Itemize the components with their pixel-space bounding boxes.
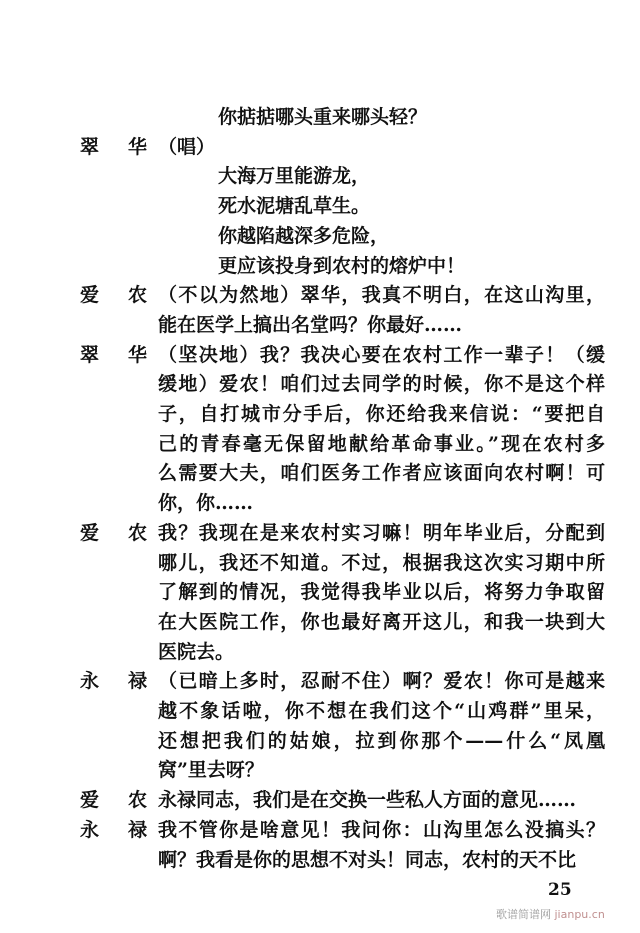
- dialogue-line: 哪儿，我还不知道。不过，根据我这次实习期中所: [158, 551, 605, 574]
- dialogue-line: 了解到的情况，我觉得我毕业以后，将努力争取留: [158, 581, 605, 604]
- watermark-site: 歌谱简谱网: [496, 908, 551, 921]
- dialogue-line: 在大医院工作，你也最好离开这儿，和我一块到大: [158, 610, 605, 633]
- speaker-char: 翠: [80, 135, 100, 158]
- speaker-char: 爱: [80, 284, 100, 307]
- speaker-char: 农: [128, 789, 148, 812]
- dialogue-line: （不以为然地）翠华，我真不明白，在这山沟里，: [158, 284, 605, 307]
- lyric-line: 死水泥塘乱草生。: [218, 195, 371, 218]
- dialogue-line: 永禄同志，我们是在交换一些私人方面的意见……: [158, 789, 577, 812]
- speaker-name: [80, 340, 150, 370]
- speaker-name: [80, 815, 150, 845]
- speaker-char: 永: [80, 670, 100, 693]
- dialogue-line: （坚决地）我？我决心要在农村工作一辈子！（缓: [158, 343, 605, 366]
- dialogue-line: 越不象话啦，你不想在我们这个“山鸡群”里呆，: [158, 700, 605, 722]
- dialogue-line: （已暗上多时，忍耐不住）啊？爱农！你可是越来: [158, 670, 605, 693]
- dialogue-line: 你，你……: [158, 492, 254, 515]
- speaker-char: 禄: [128, 670, 148, 693]
- dialogue-line: 啊？我看是你的思想不对头！同志，农村的天不比: [158, 848, 577, 871]
- dialogue-line: 我不管你是啥意见！我问你：山沟里怎么没搞头？: [158, 818, 605, 841]
- dialogue-line: （唱）: [158, 135, 216, 158]
- speaker-char: 永: [80, 818, 100, 841]
- dialogue-line: 子，自打城市分手后，你还给我来信说：“要把自: [158, 403, 605, 425]
- page-number: 25: [548, 880, 572, 900]
- dialogue-line: 能在医学上搞出名堂吗？你最好……: [158, 313, 463, 336]
- speaker-char: 农: [128, 521, 148, 544]
- dialogue-line: 么需要大夫，咱们医务工作者应该面向农村啊！可: [158, 462, 605, 485]
- speaker-char: 禄: [128, 818, 148, 841]
- lyric-line: 大海万里能游龙，: [218, 165, 371, 188]
- dialogue-line: 己的青春毫无保留地献给革命事业。”现在农村多: [158, 432, 605, 455]
- dialogue-line: 窝”里去呀？: [158, 759, 264, 782]
- lyric-line: 更应该投身到农村的熔炉中！: [218, 254, 466, 277]
- dialogue-line: 我？我现在是来农村实习嘛！明年毕业后，分配到: [158, 521, 605, 544]
- speaker-char: 农: [128, 284, 148, 307]
- lyric-line: 你掂掂哪头重来哪头轻？: [218, 106, 428, 128]
- dialogue-line: 缓地）爱农！咱们过去同学的时候，你不是这个样: [158, 373, 605, 396]
- dialogue-line: 医院去。: [158, 640, 235, 663]
- speaker-char: 爱: [80, 789, 100, 812]
- speaker-char: 华: [128, 343, 148, 366]
- speaker-char: 翠: [80, 343, 100, 366]
- speaker-name: [80, 518, 150, 548]
- speaker-char: 爱: [80, 521, 100, 544]
- speaker-name: [80, 785, 150, 815]
- dialogue-line: 还想把我们的姑娘，拉到你那个——什么“凤凰: [158, 729, 605, 752]
- speaker-name: [80, 666, 150, 696]
- speaker-name: [80, 280, 150, 310]
- lyric-line: 你越陷越深多危险，: [218, 224, 390, 247]
- watermark-url: jianpu.cn: [554, 908, 605, 921]
- speaker-name: [80, 132, 150, 162]
- watermark: [496, 906, 605, 922]
- speaker-char: 华: [128, 135, 148, 158]
